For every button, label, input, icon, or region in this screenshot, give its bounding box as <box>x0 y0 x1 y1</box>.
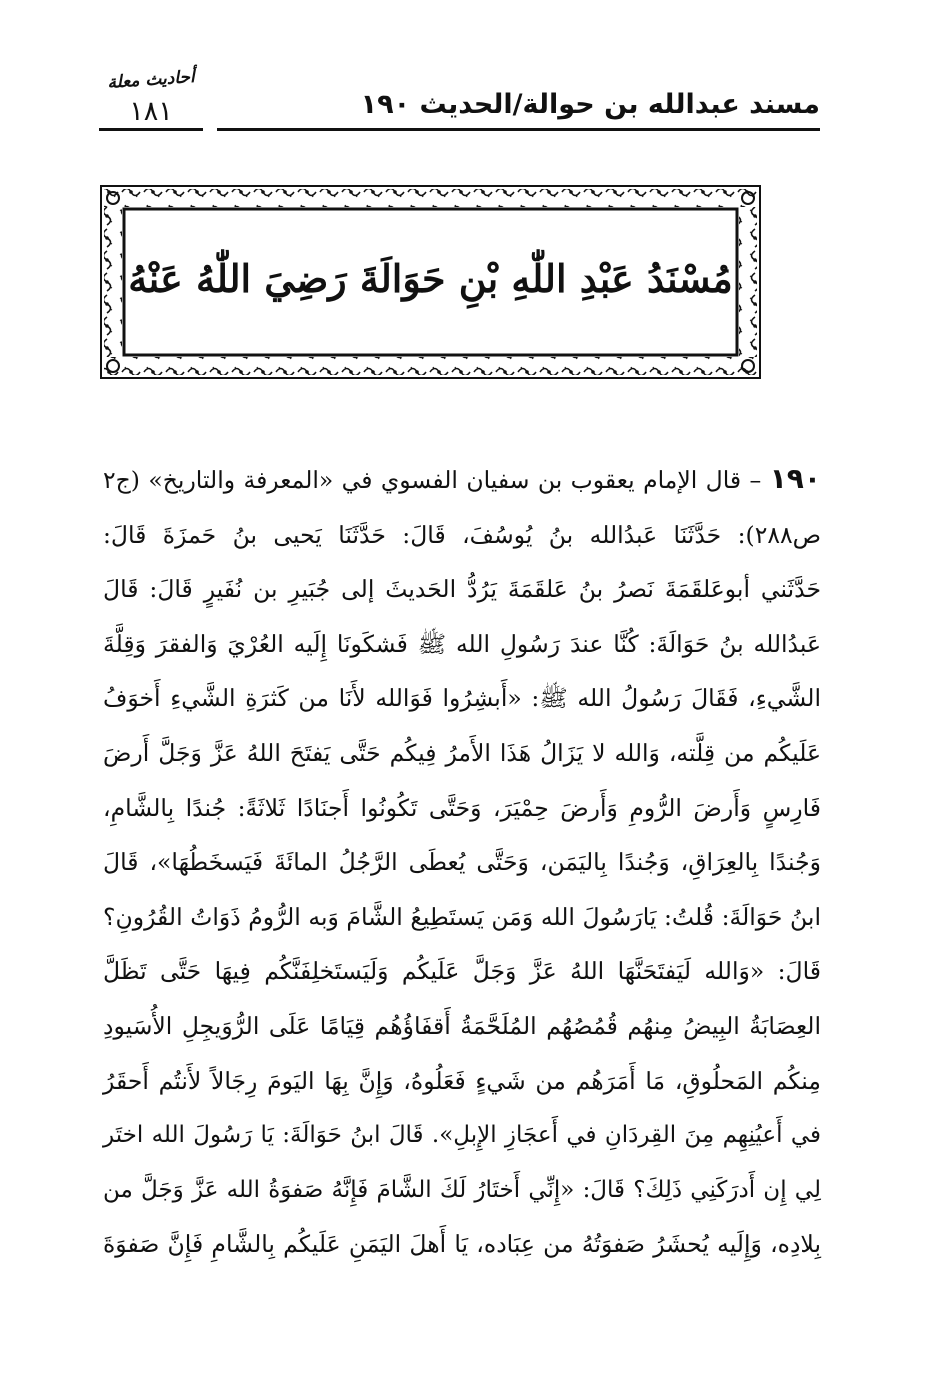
header-title: مسند عبدالله بن حوالة/الحديث ١٩٠ <box>360 89 820 120</box>
page-number-rule <box>99 128 203 131</box>
running-header <box>95 66 820 140</box>
hadith-line: عَلَيكُم من قِلَّته، وَالله لا يَزَالُ هَذَا الأَمرُ فِيكُم حَتَّى يَفتَحَ اللهُ عَزَّ وَجَلَّ أَرضَ <box>103 738 821 767</box>
hadith-line: عَبدُالله بنُ حَوَالَةَ: كُنَّا عندَ رَسُولِ الله ﷺ فَشكَونَا إِلَيه العُرْيَ وَالفقرَ وَقِلَّةَ <box>103 629 821 658</box>
hadith-line: بِلادِه، وَإِلَيه يُحشَرُ صَفوَتُهُ من عِبَاده، يَا أَهلَ اليَمَنِ عَلَيكُم بِالشَّامِ فَإِنَّ صَفوَةَ <box>103 1230 821 1259</box>
hadith-line: ابنُ حَوَالَةَ: قُلتُ: يَارَسُولَ الله وَمَن يَستَطِيعُ الشَّامَ وَبه الرُّومُ ذَوَاتُ القُرُونِ؟ <box>103 902 821 931</box>
header-rule <box>217 128 820 131</box>
hadith-number: ١٩٠ <box>769 462 821 495</box>
hadith-line: قَالَ: «وَالله لَيَفتَحَنَّهَا اللهُ عَزَّ وَجَلَّ عَلَيكُم وَلَيَستَخلِفَنَّكُم فِيهَا حَتَّى تَظَلَّ <box>103 957 821 986</box>
hadith-line: حَدَّثَني أبوعَلقَمَةَ نَصرُ بنُ عَلقَمَةَ يَرُدُّ الحَديثَ إلى جُبَيرِ بن نُفَيرٍ قَالَ: قَالَ <box>103 575 821 604</box>
hadith-line: الشَّيءِ، فَقَالَ رَسُولُ الله ﷺ: «أَبشِرُوا فَوَالله لأَنَا من كَثرَةِ الشَّيءِ أَخوَفُ <box>103 684 821 713</box>
hadith-line: لِي إِن أَدرَكَنِي ذَلِكَ؟ قَالَ: «إِنِّي أَختَارُ لَكَ الشَّامَ فَإِنَّهُ صَفوَةُ الله عَزَّ وَجَلَّ من <box>103 1176 821 1203</box>
hadith-body <box>103 452 821 1272</box>
hadith-line: مِنكُم المَحلُوقِ، مَا أَمَرَهُم من شَيءٍ فَعَلُوهُ، وَإِنَّ بِهَا اليَومَ رِجَالاً لأَنتُم أَحقَرُ <box>103 1066 821 1095</box>
handwritten-note: أحاديث معلة <box>106 66 196 94</box>
page-number: ١٨١ <box>129 96 173 127</box>
hadith-line: ١٩٠ – قال الإمام يعقوب بن سفيان الفسوي في «المعرفة والتاريخ» (ج٢ <box>103 462 821 495</box>
hadith-line: العِصَابَةُ البِيضُ مِنهُم قُمُصُهُم المُلَحَّمَةُ أَقفَاؤُهُم قِيَامًا عَلَى الرُّوَيجِلِ الأُسَيودِ <box>103 1011 821 1040</box>
section-title-frame <box>98 183 763 381</box>
section-title: مُسْنَدُ عَبْدِ اللّٰهِ بْنِ حَوَالَةَ رَضِيَ اللّٰهُ عَنْهُ <box>128 256 733 301</box>
page-number-block <box>95 66 207 128</box>
hadith-line: في أَعيُنِهِم مِنَ القِردَانِ في أَعجَازِ الإِبلِ». قَالَ ابنُ حَوَالَةَ: يَا رَسُولَ الله اختَر <box>103 1122 821 1149</box>
hadith-line: ص٢٨٨): حَدَّثَنَا عَبدُالله بنُ يُوسُفَ، قَالَ: حَدَّثَنَا يَحيى بنُ حَمزَةَ قَالَ: <box>103 520 821 549</box>
hadith-line: فَارِسٍ وَأَرضَ الرُّومِ وَأَرضَ حِمْيَرَ، وَحَتَّى تَكُونُوا أَجنَادًا ثَلاثَةً: جُندًا بِالشَّامِ، <box>103 793 821 822</box>
hadith-line: وَجُندًا بِالعِرَاقِ، وَجُندًا بِاليَمَن، وَحَتَّى يُعطَى الرَّجُلُ المائَةَ فَيَسخَطُهَا»، قَالَ <box>103 848 821 877</box>
